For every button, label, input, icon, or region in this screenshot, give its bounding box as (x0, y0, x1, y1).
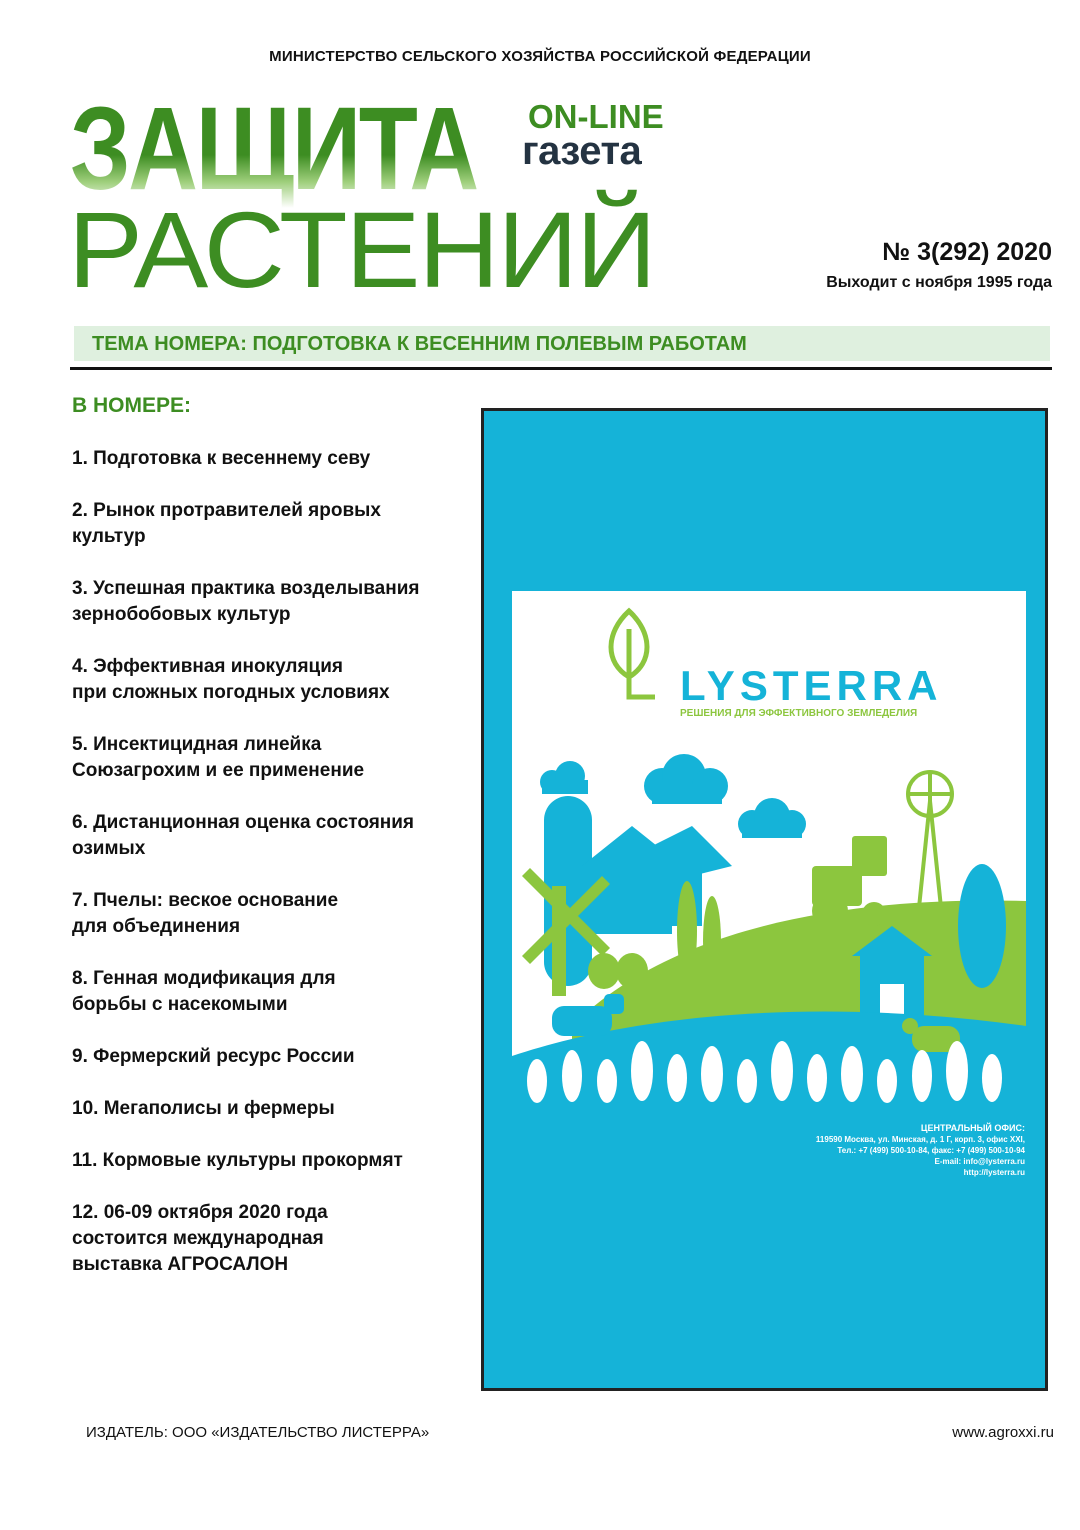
published-since: Выходит с ноября 1995 года (826, 274, 1052, 291)
online-label: ON-LINE (528, 98, 664, 135)
contents-item[interactable]: 8. Генная модификация для борьбы с насекомыми (72, 968, 336, 1015)
office-email[interactable]: E-mail: info@lysterra.ru (934, 1157, 1025, 1166)
contents-item[interactable]: 4. Эффективная инокуляция при сложных погодных условиях (72, 656, 390, 703)
theme-banner (74, 326, 1050, 361)
contents-item[interactable]: 12. 06-09 октября 2020 года состоится международная выставка АГРОСАЛОН (72, 1202, 328, 1275)
office-phone: Тел.: +7 (499) 500-10-84, факс: +7 (499) 500-10-94 (837, 1146, 1025, 1155)
contents-item[interactable]: 3. Успешная практика возделывания зернобобовых культур (72, 578, 420, 625)
gazeta-label: газета (522, 129, 642, 173)
ad-slogan: РЕШЕНИЯ ДЛЯ ЭФФЕКТИВНОГО ЗЕМЛЕДЕЛИЯ (680, 708, 918, 719)
issue-number: № 3(292) 2020 (882, 238, 1052, 266)
contents-item[interactable]: 10. Мегаполисы и фермеры (72, 1098, 335, 1119)
office-title: ЦЕНТРАЛЬНЫЙ ОФИС: (920, 1123, 1025, 1133)
title-zashita: ЗАЩИТА (70, 83, 477, 215)
office-address: 119590 Москва, ул. Минская, д. 1 Г, корп. 3, офис XXI, (815, 1135, 1025, 1144)
publisher: ИЗДАТЕЛЬ: ООО «ИЗДАТЕЛЬСТВО ЛИСТЕРРА» (86, 1424, 430, 1441)
contents-item[interactable]: 11. Кормовые культуры прокормят (72, 1150, 403, 1171)
ad-office-info (816, 1123, 1025, 1178)
title-rasteniy: РАСТЕНИЙ (68, 189, 655, 310)
contents-item[interactable]: 9. Фермерский ресурс России (72, 1046, 355, 1067)
site-link[interactable]: www.agroxxi.ru (952, 1424, 1054, 1441)
contents-item[interactable]: 2. Рынок протравителей яровых культур (72, 500, 381, 547)
contents-item[interactable]: 7. Пчелы: веское основание для объединения (72, 890, 339, 937)
divider (70, 367, 1052, 370)
office-site[interactable]: http://lysterra.ru (963, 1168, 1025, 1177)
contents-heading: В НОМЕРЕ: (72, 394, 192, 417)
ad-brand: LYSTERRA (680, 662, 943, 709)
contents-item[interactable]: 1. Подготовка к весеннему севу (72, 448, 371, 469)
contents-item[interactable]: 6. Дистанционная оценка состояния озимых (72, 812, 415, 859)
lysterra-advertisement[interactable] (481, 408, 1048, 1391)
contents-item[interactable]: 5. Инсектицидная линейка Союзагрохим и ее применение (72, 734, 365, 781)
ministry-line: МИНИСТЕРСТВО СЕЛЬСКОГО ХОЗЯЙСТВА РОССИЙСКОЙ ФЕДЕРАЦИИ (269, 48, 811, 65)
wheat-row-icon (512, 1026, 1026, 1136)
leaf-logo-icon (599, 607, 659, 702)
theme-text: ТЕМА НОМЕРА: ПОДГОТОВКА К ВЕСЕННИМ ПОЛЕВЫМ РАБОТАМ (92, 333, 747, 355)
contents-list (72, 446, 477, 1304)
